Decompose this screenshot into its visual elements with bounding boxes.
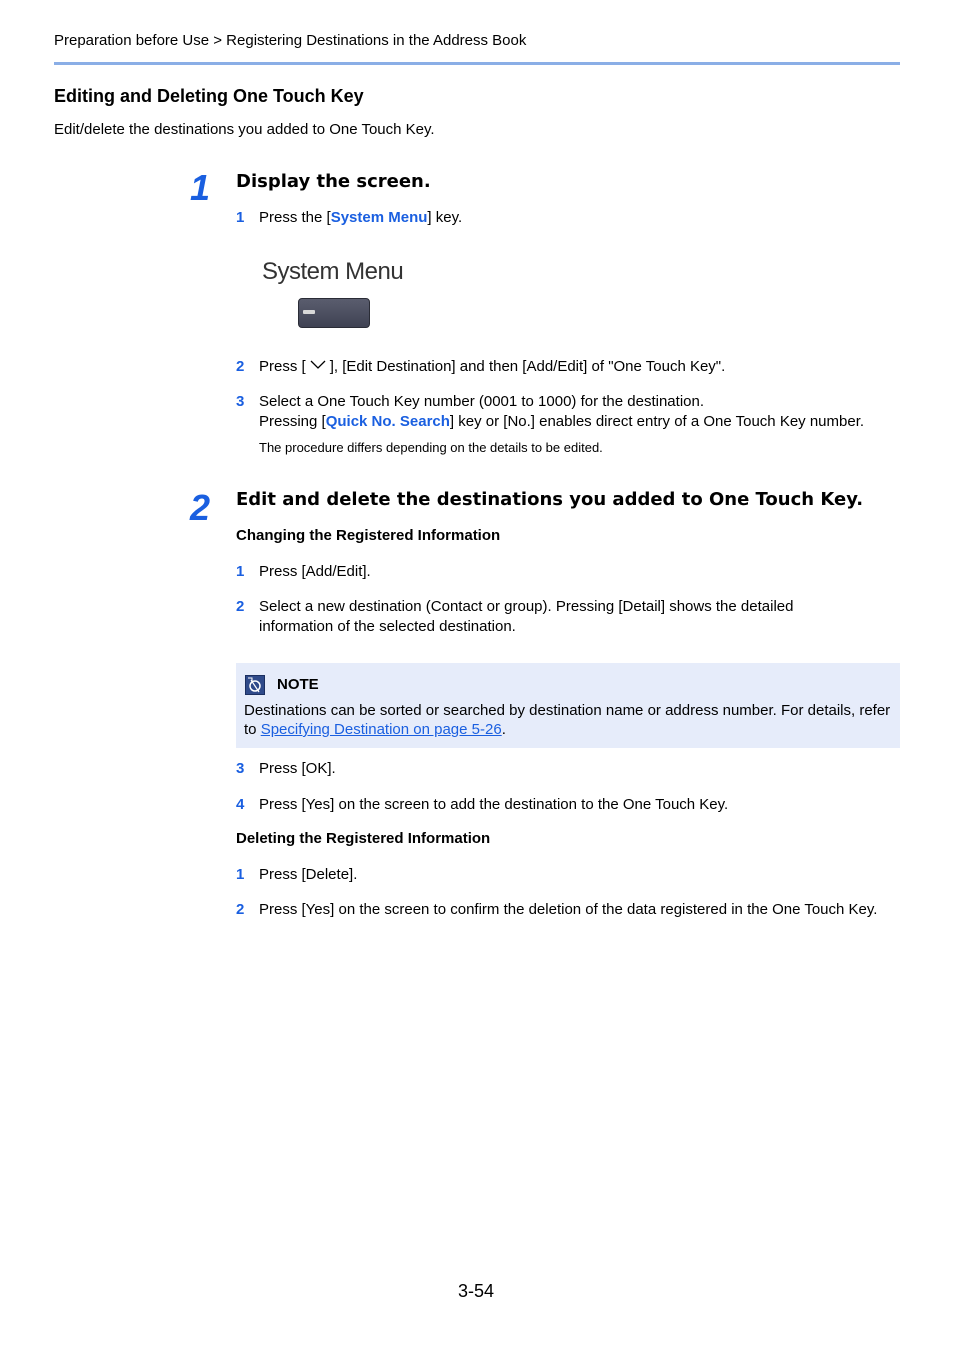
note-box bbox=[236, 663, 900, 748]
page-number: 3-54 bbox=[458, 1281, 495, 1301]
section-title: Editing and Deleting One Touch Key bbox=[54, 86, 364, 106]
system-menu-hardware-key bbox=[298, 298, 370, 328]
substep-number: 1 bbox=[236, 563, 245, 580]
substep-number: 4 bbox=[236, 796, 245, 813]
section-intro: Edit/delete the destinations you added to One Touch Key. bbox=[54, 121, 435, 138]
breadcrumb: Preparation before Use > Registering Destinations in the Address Book bbox=[54, 32, 527, 49]
deleting-heading: Deleting the Registered Information bbox=[236, 830, 491, 847]
specifying-destination-link[interactable]: Specifying Destination on page 5-26 bbox=[260, 721, 502, 738]
quick-no-search-key-ref: Quick No. Search bbox=[325, 413, 450, 430]
indicator-led bbox=[303, 310, 315, 314]
system-menu-panel-label: System Menu bbox=[262, 258, 404, 285]
substep-number: 3 bbox=[236, 393, 245, 410]
chevron-down-icon bbox=[309, 357, 327, 377]
system-menu-key-ref: System Menu bbox=[330, 209, 428, 226]
substep-number: 2 bbox=[236, 901, 245, 918]
step-title-2: Edit and delete the destinations you added to One Touch Key. bbox=[236, 489, 864, 510]
substep-number: 1 bbox=[236, 209, 245, 226]
step-number-1: 1 bbox=[190, 167, 211, 208]
substep-number: 2 bbox=[236, 598, 245, 615]
substep-number: 1 bbox=[236, 866, 245, 883]
step-title-1: Display the screen. bbox=[236, 171, 431, 192]
substep-number: 3 bbox=[236, 760, 245, 777]
note-body: Destinations can be sorted or searched by destination name or address number. For details, refer to Specifying Destination on page 5-26. bbox=[244, 702, 891, 738]
note-icon bbox=[245, 675, 265, 695]
step-number-2: 2 bbox=[190, 487, 211, 528]
procedure-remark: The procedure differs depending on the details to be edited. bbox=[259, 440, 603, 455]
changing-heading: Changing the Registered Information bbox=[236, 527, 501, 544]
note-title: NOTE bbox=[277, 676, 319, 693]
substep-number: 2 bbox=[236, 358, 245, 375]
header-rule bbox=[54, 62, 900, 65]
